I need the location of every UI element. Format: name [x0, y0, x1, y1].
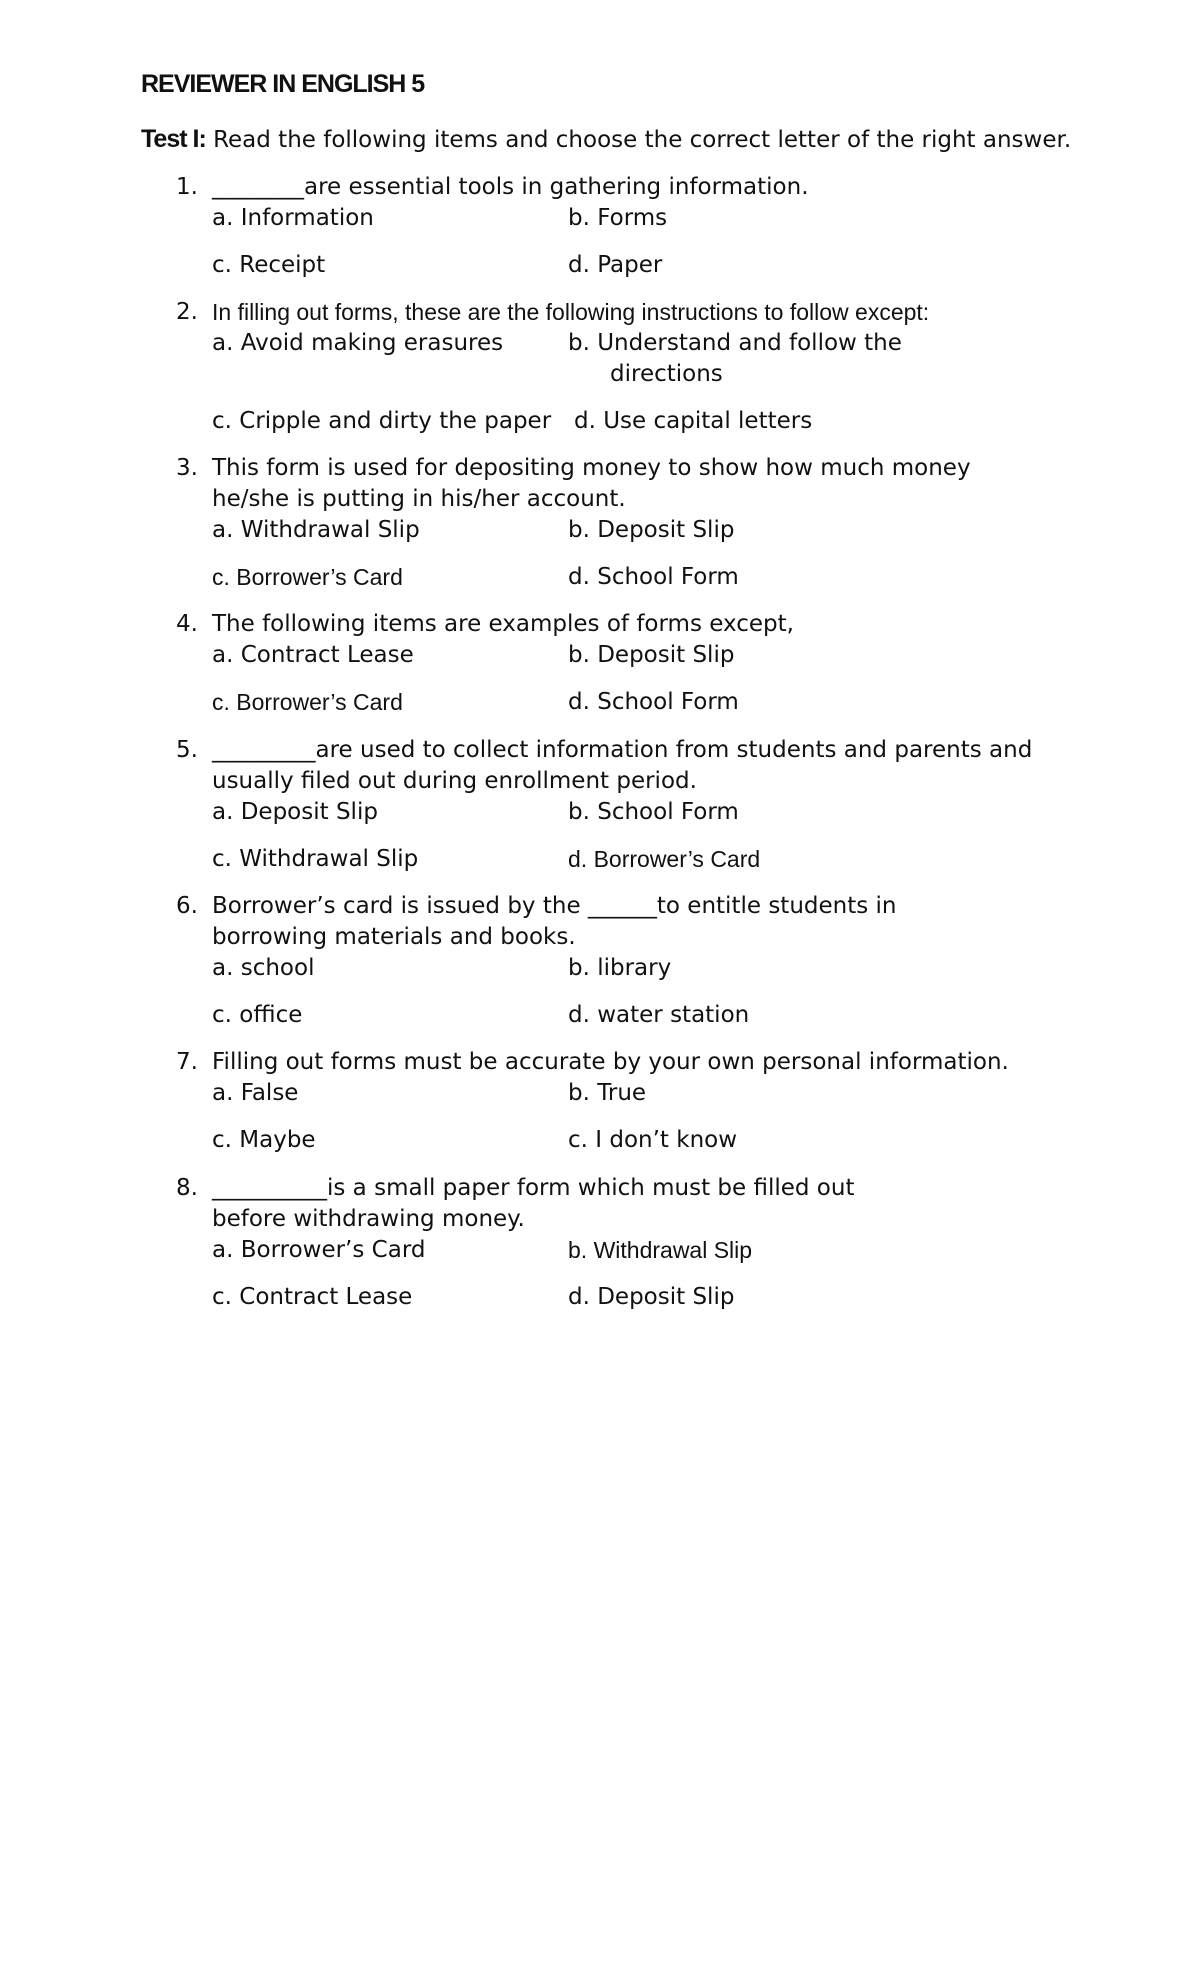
question-stem: _________are used to collect information from students and parents and usually filed out during enrollment period. — [212, 737, 1033, 794]
option-a: a. Avoid making erasures — [212, 330, 504, 356]
option-d: c. I don’t know — [568, 1127, 738, 1153]
question-number: 1. — [176, 174, 198, 200]
option-b — [568, 328, 968, 390]
option-a: a. Withdrawal Slip — [212, 517, 420, 543]
question-number: 5. — [176, 737, 198, 763]
option-d: d. Borrower’s Card — [568, 846, 761, 872]
question-stem: This form is used for depositing money to show how much money he/she is putting in his/her account. — [212, 455, 971, 512]
option-c: c. Borrower’s Card — [212, 564, 403, 590]
test-label: Test I: — [141, 125, 206, 153]
option-b-line-2: directions — [610, 361, 723, 387]
option-a: a. Deposit Slip — [212, 799, 378, 825]
option-b: b. Withdrawal Slip — [568, 1237, 753, 1263]
option-a: a. Contract Lease — [212, 642, 414, 668]
test-instructions — [141, 122, 1071, 157]
option-c: c. Withdrawal Slip — [212, 846, 419, 872]
question-number: 8. — [176, 1175, 198, 1201]
option-d: d. water station — [568, 1002, 750, 1028]
option-b: b. True — [568, 1080, 647, 1106]
option-d: d. Paper — [568, 252, 663, 278]
question-stem: The following items are examples of forms except, — [212, 611, 794, 637]
question-number: 4. — [176, 611, 198, 637]
question-number: 7. — [176, 1049, 198, 1075]
option-b: b. Forms — [568, 205, 668, 231]
question-stem: ________are essential tools in gathering information. — [212, 174, 809, 200]
question-number: 6. — [176, 893, 198, 919]
option-c: c. Maybe — [212, 1127, 316, 1153]
option-c: c. Receipt — [212, 252, 326, 278]
option-b: b. library — [568, 955, 672, 981]
option-b: b. Deposit Slip — [568, 517, 735, 543]
question-stem: __________is a small paper form which must be filled out before withdrawing money. — [212, 1175, 855, 1232]
option-a: a. Borrower’s Card — [212, 1237, 426, 1263]
question-number: 3. — [176, 455, 198, 481]
option-a: a. False — [212, 1080, 299, 1106]
option-c: c. office — [212, 1002, 303, 1028]
option-d: d. Use capital letters — [574, 408, 813, 434]
document-title: REVIEWER IN ENGLISH 5 — [141, 70, 425, 98]
question-stem: In filling out forms, these are the following instructions to follow except: — [212, 299, 930, 325]
option-c: c. Borrower’s Card — [212, 689, 403, 715]
option-d: d. School Form — [568, 689, 739, 715]
option-c: c. Cripple and dirty the paper — [212, 408, 552, 434]
instructions-text: Read the following items and choose the correct letter of the right answer. — [213, 127, 1072, 153]
option-a: a. school — [212, 955, 315, 981]
option-b: b. Deposit Slip — [568, 642, 735, 668]
option-a: a. Information — [212, 205, 374, 231]
option-b-line-1: b. Understand and follow the — [568, 330, 902, 356]
option-c: c. Contract Lease — [212, 1284, 413, 1310]
option-b: b. School Form — [568, 799, 739, 825]
question-number: 2. — [176, 299, 198, 325]
option-d: d. School Form — [568, 564, 739, 590]
question-stem: Borrower’s card is issued by the ______to entitle students in borrowing materials and books. — [212, 893, 897, 950]
option-d: d. Deposit Slip — [568, 1284, 735, 1310]
question-stem: Filling out forms must be accurate by your own personal information. — [212, 1049, 1009, 1075]
